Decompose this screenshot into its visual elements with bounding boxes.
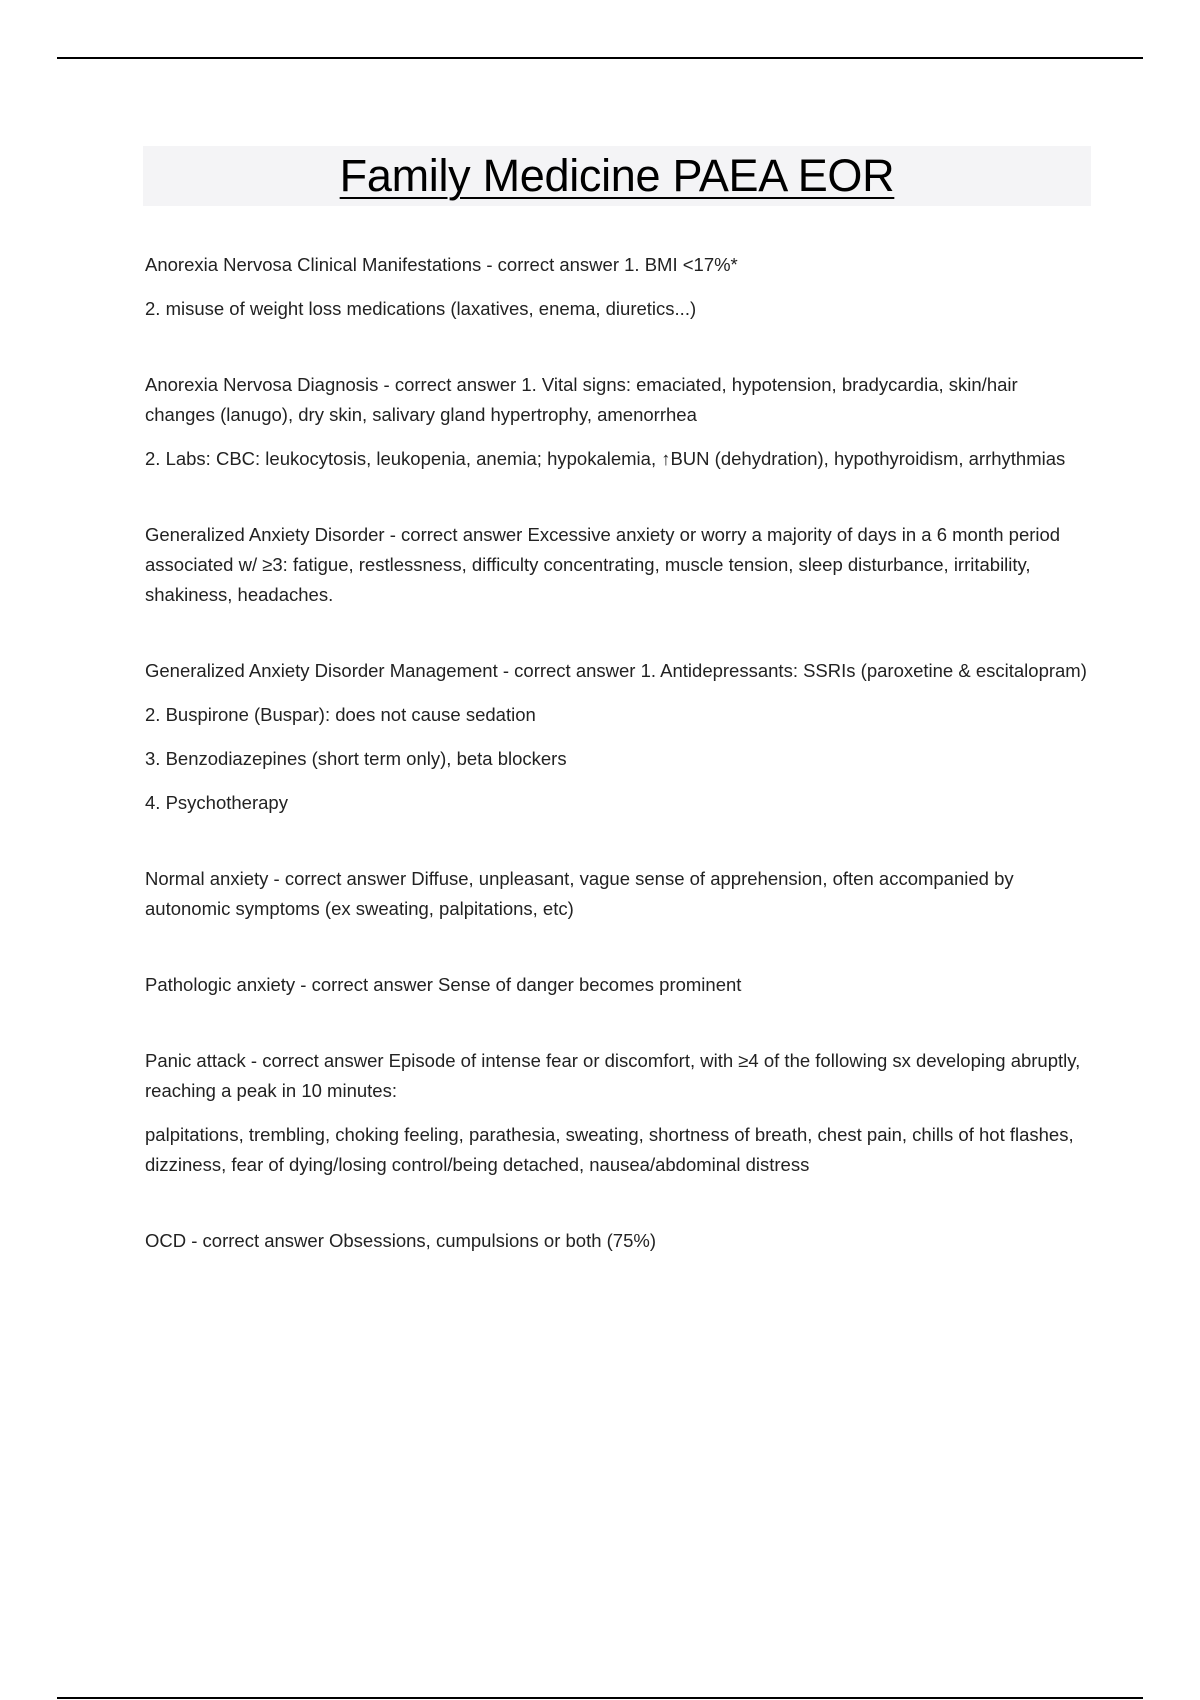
entry-gad-management <box>145 656 1090 818</box>
top-rule <box>57 57 1143 59</box>
paragraph: Generalized Anxiety Disorder - correct answer Excessive anxiety or worry a majority of days in a 6 month period associated w/ ≥3: fatigue, restlessness, difficulty concentrating, muscle tension, sleep disturbance, irritability, shakiness, headaches. <box>145 524 1061 605</box>
paragraph: OCD - correct answer Obsessions, cumpulsions or both (75%) <box>145 1230 656 1251</box>
paragraph: Normal anxiety - correct answer Diffuse, unpleasant, vague sense of apprehension, often accompanied by autonomic symptoms (ex sweating, palpitations, etc) <box>145 868 1014 919</box>
entry-anorexia-diagnosis <box>145 370 1090 474</box>
title-banner <box>143 146 1091 206</box>
paragraph: 2. Buspirone (Buspar): does not cause sedation <box>145 704 536 725</box>
entry-normal-anxiety <box>145 864 1090 924</box>
bottom-rule <box>57 1697 1143 1699</box>
entry-gad <box>145 520 1090 610</box>
paragraph: 2. misuse of weight loss medications (laxatives, enema, diuretics...) <box>145 298 697 319</box>
paragraph: Pathologic anxiety - correct answer Sense of danger becomes prominent <box>145 974 742 995</box>
paragraph: Anorexia Nervosa Diagnosis - correct answer 1. Vital signs: emaciated, hypotension, bradycardia, skin/hair changes (lanugo), dry skin, salivary gland hypertrophy, amenorrhea <box>145 374 1018 425</box>
paragraph: Panic attack - correct answer Episode of intense fear or discomfort, with ≥4 of the following sx developing abruptly, reaching a peak in 10 minutes: <box>145 1050 1081 1101</box>
paragraph: 4. Psychotherapy <box>145 792 288 813</box>
page-title: Family Medicine PAEA EOR <box>339 150 895 201</box>
paragraph: Anorexia Nervosa Clinical Manifestations - correct answer 1. BMI <17%* <box>145 254 738 275</box>
paragraph: palpitations, trembling, choking feeling, parathesia, sweating, shortness of breath, chest pain, chills of hot flashes, dizziness, fear of dying/losing control/being detached, nausea/abdominal distress <box>145 1124 1074 1175</box>
entry-ocd <box>145 1226 1090 1256</box>
paragraph: Generalized Anxiety Disorder Management - correct answer 1. Antidepressants: SSRIs (paroxetine & escitalopram) <box>145 660 1087 681</box>
entry-anorexia-manifestations <box>145 250 1090 324</box>
entry-pathologic-anxiety <box>145 970 1090 1000</box>
paragraph: 3. Benzodiazepines (short term only), beta blockers <box>145 748 567 769</box>
paragraph: 2. Labs: CBC: leukocytosis, leukopenia, anemia; hypokalemia, ↑BUN (dehydration), hypothyroidism, arrhythmias <box>145 448 1066 469</box>
document-body <box>145 250 1090 1302</box>
entry-panic-attack <box>145 1046 1090 1180</box>
